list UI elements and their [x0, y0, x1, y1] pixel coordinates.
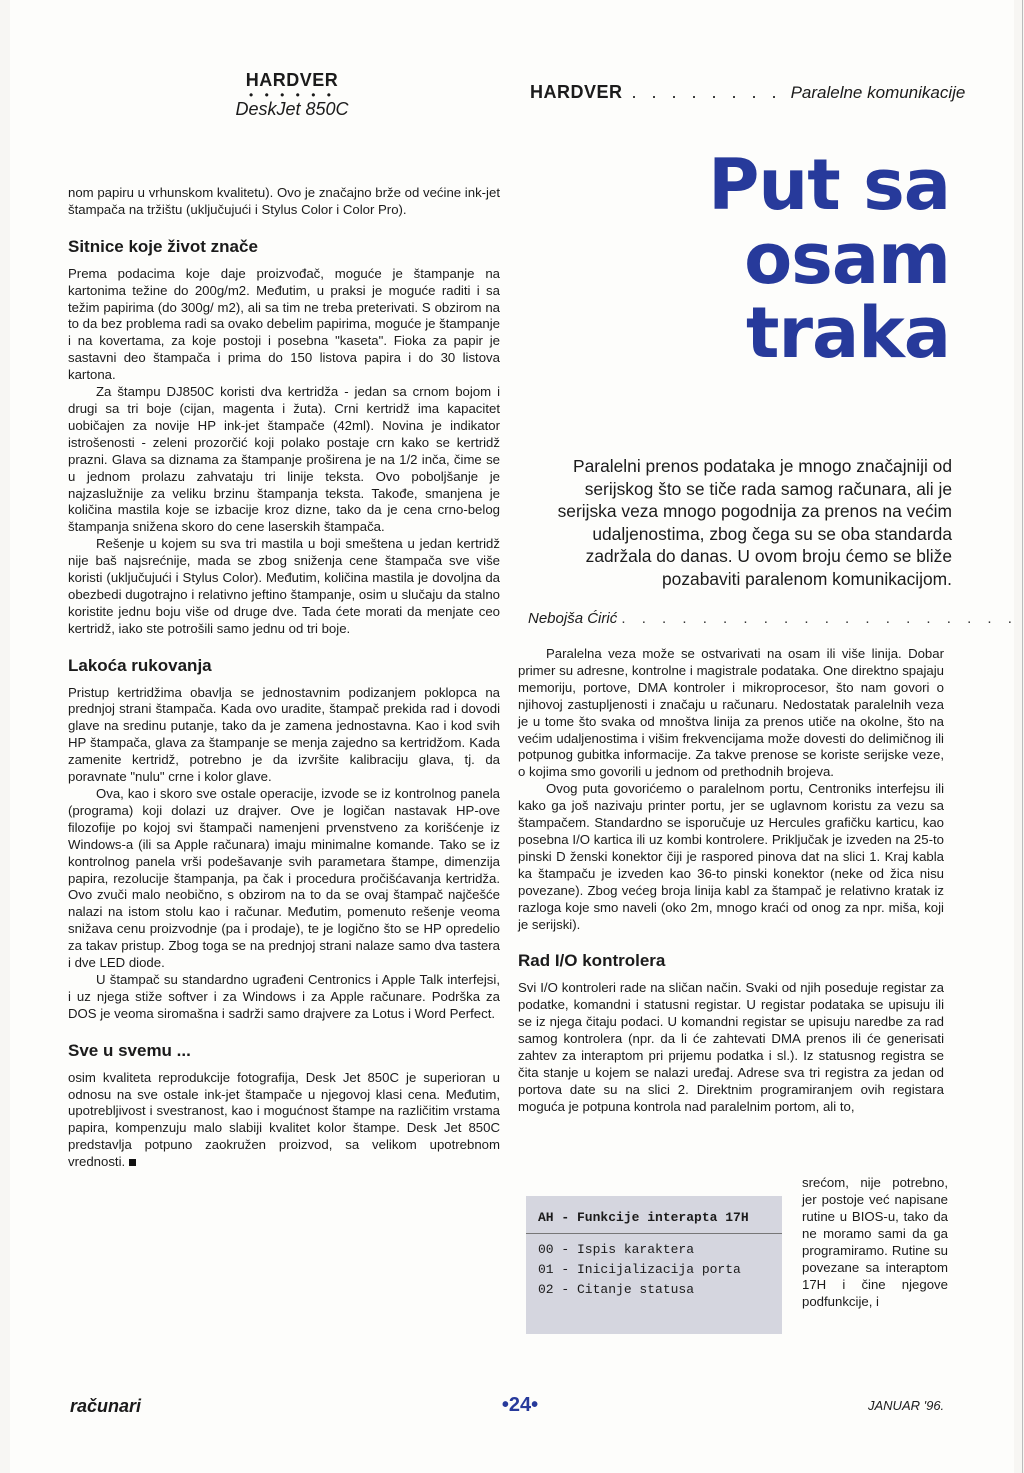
- author-name: Nebojša Ćirić: [528, 610, 618, 627]
- byline-dots: . . . . . . . . . . . . . . . . . . . .: [621, 610, 1018, 627]
- paragraph: Rešenje u kojem su sva tri mastila u boji smeštena u jedan kertridž nije baš najsrećnije, mada se zbog sniženja cene štampača sve više koristi (uključujući i Stylus Color). Međutim, količina mastila je dovoljna da obezbedi dugotrajno i relativno jeftino štampanje, osim u slučaju da stalno koristite jednu boju više od druge dve. Tada ćete morati da menjate ceo kertridž, iako ste potrošili samo jednu od tri boje.: [68, 536, 500, 636]
- byline: [528, 610, 1018, 627]
- magazine-page: [10, 0, 1018, 1473]
- section-label: HARDVER: [245, 70, 339, 90]
- running-head-left: [232, 70, 352, 120]
- section-label: HARDVER: [530, 82, 623, 102]
- intro-paragraph: nom papiru u vrhunskom kvalitetu). Ovo je značajno brže od većine ink-jet štampača na tržištu (uključujući i Stylus Color i Color Pro).: [68, 185, 500, 217]
- page-number: •24•: [501, 1394, 539, 1416]
- paragraph: Za štampu DJ850C koristi dva kertridža - jedan sa crnom bojom i drugi sa tri boje (cijan, magenta i žuta). Crni kertridž ima kapacitet uobičajen za novije HP ink-jet štampače (42ml). Novina je indikator istrošenosti - zeleni prozorčić koji polako postaje crn kako se kertridž prazni. Glava sa diznama za štampanje proširena je na 1/2 inča, čime se u jednom prolazu zahvataju tri linije teksta. Ovo poboljšanje je najzaslužnije za veliku brzinu štampanja teksta. Takođe, smanjena je količina mastila koje se izbacije kroz dizne, tako da je cena crno-belog štampanja snižena skoro do cene laserskih štampača.: [68, 384, 500, 535]
- section-subtitle: Paralelne komunikacije: [790, 83, 966, 102]
- infobox-row: 00 - Ispis karaktera: [538, 1242, 695, 1257]
- section-subtitle: DeskJet 850C: [235, 99, 349, 119]
- paragraph: U štampač su standardno ugrađeni Centronics i Apple Talk interfejsi, i uz njega stiže softver i za Windows i za Apple računare. Podrška za DOS je veoma siromašna i sadrži samo drajvere za Lotus i Word Perfect.: [68, 971, 500, 1021]
- subheading-lakoca: Lakoća rukovanja: [68, 655, 212, 675]
- running-head-right: [530, 82, 965, 103]
- narrow-column: [802, 1174, 948, 1310]
- headline-line-3: traka: [745, 292, 950, 374]
- right-column: [518, 646, 944, 1116]
- subheading-rad-io: Rad I/O kontrolera: [518, 951, 666, 971]
- paragraph: Svi I/O kontroleri rade na sličan način. Svaki od njih poseduje registar za podatke, komandni i statusni registar. U registar podataka se upisuju ili se iz njega čitaju podaci. U komandni registar se upisuju naredbe za rad samog kontrolera (npr. da li će zahtevati DMA prenos ili će generisati zahtev za interaptom pri prijemu podatka i sl.). Iz statusnog registra se čita stanje u kojem se nalazi uređaj. Adrese sva tri registra za jedan od portova date su na slici 2. Direktnim programiranjem ovih registara moguća je potpuna kontrola nad paralelnim portom, ali to,: [518, 980, 944, 1114]
- subheading-sve-u-svemu: Sve u svemu ...: [68, 1040, 191, 1060]
- infobox-row: 01 - Inicijalizacija porta: [538, 1262, 741, 1277]
- subheading-sitnice: Sitnice koje život znače: [68, 236, 258, 256]
- page-edge: [1022, 0, 1023, 1473]
- paragraph: Pristup kertridžima obavlja se jednostavnim podizanjem poklopca na prednjoj strani štampača. Kada ovo uradite, štampač prekida rad i dovodi glave na sredinu putanje, tako da je zamena jednostavna. Kao i kod svih HP štampača, glava za štampanje se menja zajedno sa kertridžom. Kada zamenite kertridž, potrebno je da izvršite kalibraciju glava, tj. da poravnate "nulu" crne i kolor glave.: [68, 684, 500, 785]
- paragraph: srećom, nije potrebno, jer postoje već napisane rutine u BIOS-u, tako da ne moramo sami da ga programiramo. Rutine su povezane sa interaptom 17H i čine njegove podfunkcije, i: [802, 1175, 948, 1309]
- article-headline: [670, 144, 950, 374]
- interrupt-function-box: [526, 1196, 782, 1334]
- end-mark-icon: [129, 1159, 136, 1166]
- paragraph: Ovog puta govorićemo o paralelnom portu, Centroniks interfejsu ili kako ga još nazivaju printer portu, jer se uglavnom koristu za vezu sa štampačem. Standardno se isporučuje uz Hercules grafičku karticu, kao posebna I/O kartica ili uz kombi kontrolere. Priključak je izveden na 25-to pinski D ženski konektor čiji je raspored pinova dat na slici 1. Kraj kabla ka štampaču je izveden kao 36-to pinski konektor (neke od žica nisu povezane). Zbog većeg broja linija kabl za štampač je relativno kratak iz razloga koje smo naveli (oko 2m, mnogo kraći od onog za npr. miša, koji je serijski).: [518, 781, 944, 932]
- headline-line-1: Put sa: [708, 144, 950, 226]
- headline-line-2: osam: [744, 218, 950, 300]
- magazine-name: računari: [70, 1396, 142, 1416]
- dot-separator: . . . . . . . .: [631, 82, 782, 102]
- page-footer: [10, 1396, 1014, 1426]
- paragraph: Paralelna veza može se ostvarivati na osam ili više linija. Dobar primer su adresne, kontrolne i magistrale podataka. One direktno spajaju memoriju, portove, DMA kontroler i mikroprocesor, što nam govori o njihovoj zastupljenosti i značaju u računaru. Nedostatak paralelnih veza je u tome što svaka od mnoštva linija za prenos utiče na okolne, što na većim udaljenostima i višim frekvencijama može dovesti do delimičnog ili potpunog gubitka informacije. Za takve prenose se koriste serijske veze, o kojima smo govorili u jednom od prethodnih brojeva.: [518, 646, 944, 780]
- closing-paragraph: [68, 1070, 500, 1171]
- article-lead: Paralelni prenos podataka je mnogo značajniji od serijskog što se tiče rada samog računara, ali je serijska veza mnogo pogodnija za prenos na većim udaljenostima, zbog čega su se oba standarda zadržala do danas. U ovom broju ćemo se bliže pozabaviti paralenom komunikacijom.: [557, 456, 952, 589]
- infobox-title: AH - Funkcije interapta 17H: [526, 1196, 782, 1234]
- closing-text: osim kvaliteta reprodukcije fotografija, Desk Jet 850C je superioran u odnosu na sve ostale ink-jet štampače u njegovoj klasi cena. Međutim, upotrebljivost i svestranost, kao i mogućnost štampe na različitim vrstama papira, kompenzuju malo slabiji kvalitet kolor štampe. Desk Jet 850C predstavlja potpuno zaokružen proizvod, sa velikom upotrebnom vrednosti.: [68, 1069, 500, 1170]
- paragraph: Prema podacima koje daje proizvođač, moguće je štampanje na kartonima težine do 200g/m2. Međutim, u praksi je moguće raditi i sa težim papirima (do 300g/ m2), ali sa tim ne treba preterivati. S obzirom na to da bez problema radi sa ovako debelim papirima, moguće je štampanje i na kovertama, za koje postoji i posebna "kaseta". Fioka za papir je sastavni deo štampača i prima do 150 listova papira i do 30 listova kartona.: [68, 265, 500, 383]
- dot-separator: • • • • • •: [249, 88, 335, 102]
- paragraph: Ova, kao i skoro sve ostale operacije, izvode se iz kontrolnog panela (programa) koji dolazi uz drajver. Ove je logičan nastavak HP-ove filozofije po kojoj svi štampači namenjeni prvenstveno za korišćenje iz Windows-a (ili sa Apple računara) imaju minimalne komande. Tako se iz kontrolnog panela vrši podešavanje svih parametara štampe, dimenzija papira, rezolucije štampanja, pa čak i procedura pročišćavanja kertridža. Ovo zvuči malo neobično, s obzirom na to da se ovaj štampač najčešće nalazi na istom stolu kao i računar. Međutim, pomenuto rešenje veoma snižava cenu proizvodnje (pa i prodaje), te je logično što se HP opredelio za takav pristup. Zbog toga se na prednjoj strani nalaze samo dva tastera i dve LED diode.: [68, 786, 500, 971]
- left-column: [68, 185, 500, 1171]
- issue-date: JANUAR '96.: [868, 1398, 945, 1413]
- infobox-row: 02 - Citanje statusa: [538, 1282, 695, 1297]
